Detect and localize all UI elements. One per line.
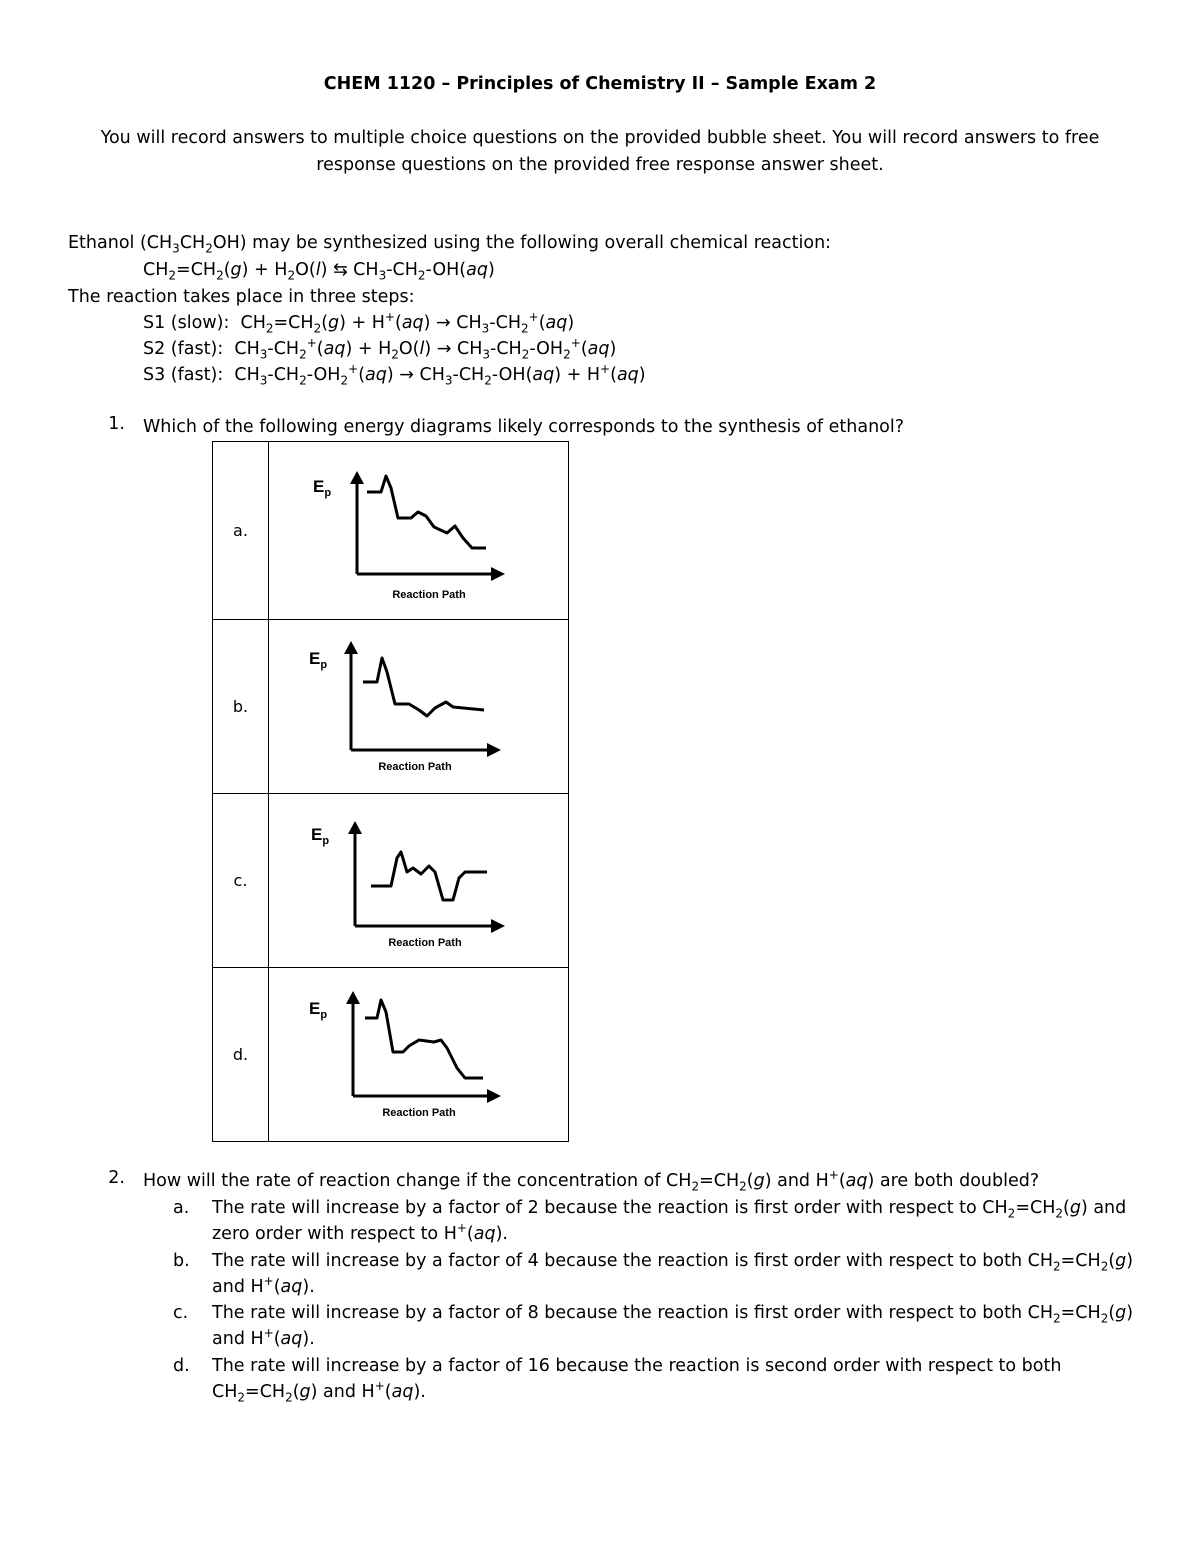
diagram-d-cell (269, 968, 569, 1142)
diagram-c-cell (269, 794, 569, 968)
diagram-d-letter: d. (213, 968, 269, 1142)
option-b-letter: b. (173, 1251, 190, 1271)
diagram-a-cell (269, 442, 569, 620)
step-s2: S2 (fast): $CH_3-CH_2^+(aq) + H_2O(l) \to CH_3-CH_2-OH_2^+(aq)$ (143, 336, 617, 362)
diagram-b-ylabel: $E_p$ (309, 649, 328, 671)
diagram-c-letter: c. (213, 794, 269, 968)
energy-diagram-a (269, 442, 569, 620)
question-1-number: 1. (108, 414, 125, 434)
option-a-text: The rate will increase by a factor of 2 because the reaction is first order with respect to $CH_2=CH_2(g)$ and zero order with respect to H+(aq). (212, 1198, 1127, 1244)
energy-diagram-d (269, 968, 569, 1142)
page-title: CHEM 1120 – Principles of Chemistry II – Sample Exam 2 (323, 74, 877, 94)
step-s1: S1 (slow): $CH_2=CH_2(g) + H^+(aq) \to CH_3-CH_2^+(aq)$ (143, 310, 575, 336)
option-c-text: The rate will increase by a factor of 8 because the reaction is first order with respect to both $CH_2=CH_2(g)$ and H+(aq). (212, 1303, 1134, 1349)
steps-intro: The reaction takes place in three steps: (68, 287, 415, 307)
energy-diagram-b (269, 620, 569, 794)
intro-sentence: Ethanol $(CH_3CH_2OH)$ may be synthesized using the following overall chemical reaction: (68, 233, 832, 256)
diagram-a-letter: a. (213, 442, 269, 620)
diagram-b-letter: b. (213, 620, 269, 794)
overall-reaction: $CH_2=CH_2(g) + H_2O(l)$ ⇆ $CH_3-CH_2-OH(aq)$ (143, 260, 495, 283)
option-d-letter: d. (173, 1356, 190, 1376)
step-s3: S3 (fast): $CH_3-CH_2-OH_2^+(aq) \to CH_3-CH_2-OH(aq) + H^+(aq)$ (143, 362, 646, 388)
question-2-text: How will the rate of reaction change if the concentration of $CH_2=CH_2(g)$ and H+(aq) are both doubled? (143, 1168, 1040, 1194)
exam-instructions: You will record answers to multiple choice questions on the provided bubble sheet. You will record answers to free response questions on the provided free response answer sheet. (100, 128, 1100, 175)
diagram-b-xlabel: Reaction Path (378, 761, 452, 773)
option-b-text: The rate will increase by a factor of 4 because the reaction is first order with respect to both $CH_2=CH_2(g)$ and H+(aq). (212, 1251, 1134, 1297)
question-1-text: Which of the following energy diagrams likely corresponds to the synthesis of ethanol? (143, 417, 905, 437)
question-2-number: 2. (108, 1168, 125, 1188)
diagram-b-cell (269, 620, 569, 794)
diagram-c-xlabel: Reaction Path (388, 937, 462, 949)
diagram-a-xlabel: Reaction Path (392, 589, 466, 601)
diagram-d-xlabel: Reaction Path (382, 1107, 456, 1119)
diagram-d-ylabel: $E_p$ (309, 999, 328, 1021)
energy-diagram-table (212, 441, 569, 1142)
option-a-letter: a. (173, 1198, 190, 1218)
option-c-letter: c. (173, 1303, 189, 1323)
diagram-c-ylabel: $E_p$ (311, 825, 330, 847)
option-d-text: The rate will increase by a factor of 16 because the reaction is second order with respect to both $CH_2=CH_2(g)$ and H+(aq). (212, 1356, 1062, 1405)
energy-diagram-c (269, 794, 569, 968)
diagram-a-ylabel: $E_p$ (313, 477, 332, 499)
